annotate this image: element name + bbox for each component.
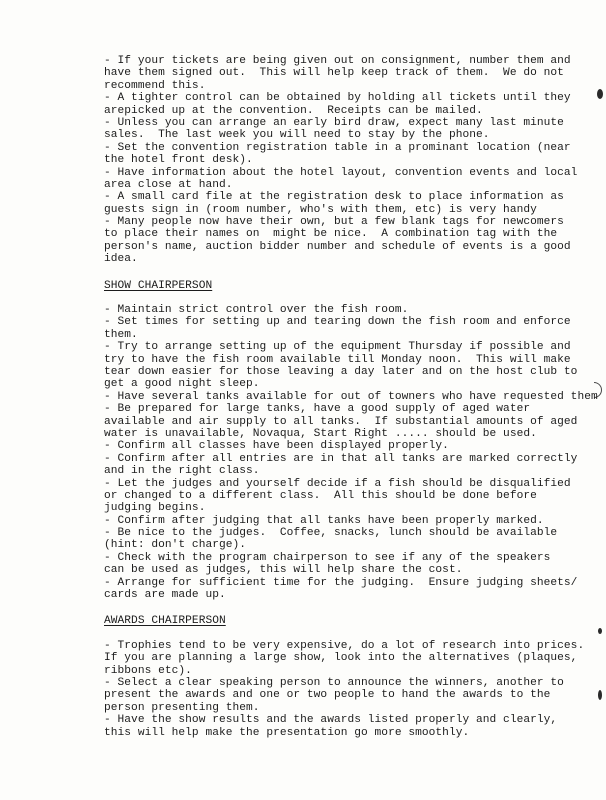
text-line: - Have several tanks available for out of towners who have requested them bbox=[104, 390, 598, 403]
text-line: If you are planning a large show, look into the alternatives (plaques, bbox=[104, 652, 578, 665]
text-line: try to have the fish room available till Monday noon. This will make bbox=[104, 353, 571, 366]
document-body bbox=[104, 55, 604, 739]
text-line: person's name, auction bidder number and schedule of events is a good bbox=[104, 240, 571, 253]
text-line: and in the right class. bbox=[104, 465, 260, 478]
text-line: - Unless you can arrange an early bird draw, expect many last minute bbox=[104, 116, 564, 129]
text-line: the hotel front desk). bbox=[104, 154, 253, 167]
text-line: - A small card file at the registration desk to place information as bbox=[104, 191, 564, 204]
text-line: - Many people now have their own, but a few blank tags for newcomers bbox=[104, 216, 564, 229]
section-spacer bbox=[104, 601, 604, 615]
text-line: - Arrange for sufficient time for the judging. Ensure judging sheets/ bbox=[104, 576, 578, 589]
text-line: - Select a clear speaking person to announce the winners, another to bbox=[104, 676, 564, 689]
text-line: arepicked up at the convention. Receipts can be mailed. bbox=[104, 104, 483, 117]
text-line: - Have information about the hotel layout, convention events and local bbox=[104, 166, 578, 179]
text-line: present the awards and one or two people to hand the awards to the bbox=[104, 689, 551, 702]
text-line: - Let the judges and yourself decide if a fish should be disqualified bbox=[104, 477, 571, 490]
section-heading: AWARDS CHAIRPERSON bbox=[104, 615, 226, 628]
text-line: - Have the show results and the awards listed properly and clearly, bbox=[104, 714, 558, 727]
text-line: available and air supply to all tanks. If substantial amounts of aged bbox=[104, 415, 578, 428]
text-line: sales. The last week you will need to stay by the phone. bbox=[104, 129, 490, 142]
text-line: tear down easier for those leaving a day later and on the host club to bbox=[104, 365, 578, 378]
text-line: - Confirm after all entries are in that all tanks are marked correctly bbox=[104, 452, 578, 465]
text-line: - Be prepared for large tanks, have a good supply of aged water bbox=[104, 403, 531, 416]
text-line: area close at hand. bbox=[104, 178, 233, 191]
text-line: have them signed out. This will help keep track of them. We do not bbox=[104, 67, 564, 80]
section-spacer bbox=[104, 266, 604, 280]
text-line: - Confirm all classes have been displayed properly. bbox=[104, 440, 449, 453]
text-line: (hint: don't charge). bbox=[104, 539, 247, 552]
heading-spacer bbox=[104, 628, 604, 640]
text-line: - If your tickets are being given out on consignment, number them and bbox=[104, 55, 571, 67]
text-line: can be used as judges, this will help share the cost. bbox=[104, 564, 463, 577]
awards-chairperson-section bbox=[104, 615, 604, 739]
text-line: them. bbox=[104, 328, 138, 341]
text-line: or changed to a different class. All this should be done before bbox=[104, 489, 537, 502]
text-line: - Be nice to the judges. Coffee, snacks, lunch should be available bbox=[104, 527, 558, 540]
text-line: recommend this. bbox=[104, 79, 206, 92]
text-line: - Maintain strict control over the fish room. bbox=[104, 304, 409, 317]
text-line: cards are made up. bbox=[104, 589, 226, 602]
heading-spacer bbox=[104, 292, 604, 304]
text-line: water is unavailable, Novaqua, Start Right ..... should be used. bbox=[104, 427, 537, 440]
text-line: to place their names on might be nice. A combination tag with the bbox=[104, 228, 558, 241]
text-line: this will help make the presentation go more smoothly. bbox=[104, 726, 470, 739]
text-line: person presenting them. bbox=[104, 701, 260, 714]
show-chairperson-section bbox=[104, 280, 604, 602]
text-line: idea. bbox=[104, 253, 138, 266]
section-heading: SHOW CHAIRPERSON bbox=[104, 279, 213, 292]
text-line: - Trophies tend to be very expensive, do a lot of research into prices. bbox=[104, 639, 585, 652]
text-line: get a good night sleep. bbox=[104, 378, 260, 391]
text-line: - Check with the program chairperson to see if any of the speakers bbox=[104, 551, 551, 564]
intro-section bbox=[104, 55, 604, 266]
text-line: - Set times for setting up and tearing down the fish room and enforce bbox=[104, 316, 571, 329]
text-line: - Confirm after judging that all tanks have been properly marked. bbox=[104, 514, 544, 527]
text-line: - Try to arrange setting up of the equipment Thursday if possible and bbox=[104, 341, 571, 354]
text-line: guests sign in (room number, who's with them, etc) is very handy bbox=[104, 203, 537, 216]
text-line: judging begins. bbox=[104, 502, 206, 515]
text-line: - Set the convention registration table in a prominant location (near bbox=[104, 141, 571, 154]
text-line: - A tighter control can be obtained by holding all tickets until they bbox=[104, 92, 571, 105]
text-line: ribbons etc). bbox=[104, 664, 192, 677]
